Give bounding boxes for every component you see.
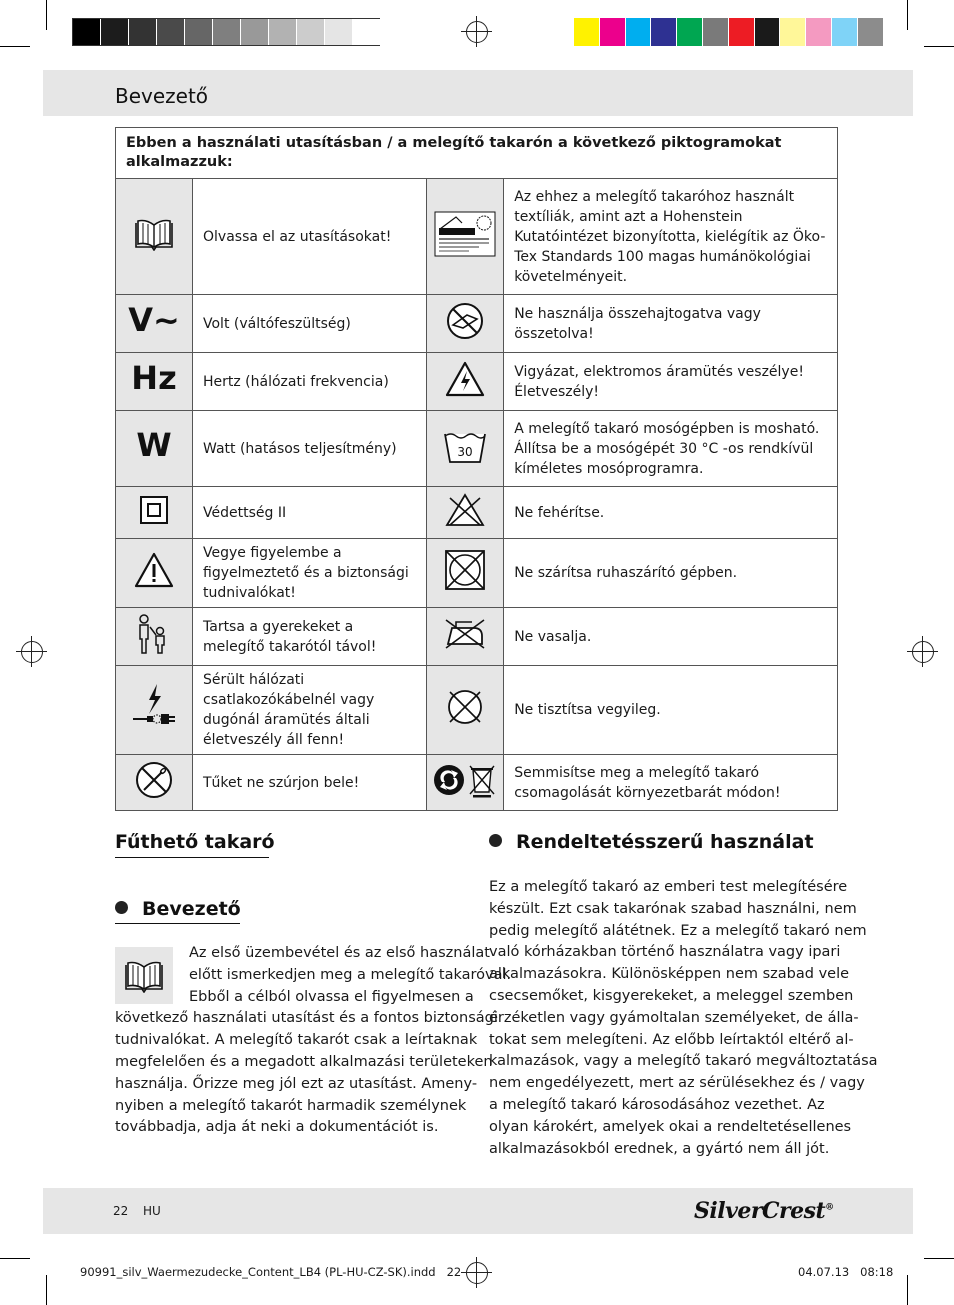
paragraph-line: pedig melegítő alátétnek. Ez a melegítő takaró nem — [489, 922, 867, 939]
bullet-icon — [489, 834, 502, 847]
brand-logo — [694, 1198, 834, 1224]
pictogram-description: Védettség II — [193, 487, 427, 539]
gray-swatch — [297, 19, 325, 45]
crop-mark — [0, 46, 30, 47]
table-row — [116, 411, 838, 487]
bullet-icon — [115, 901, 128, 914]
table-row — [116, 539, 838, 608]
table-row — [116, 295, 838, 353]
pictogram-description: Hertz (hálózati frekvencia) — [193, 353, 427, 411]
no-fold-icon — [427, 295, 504, 353]
table-heading: Ebben a használati utasításban / a melegítő takarón a következő piktogramokat alkalmazzuk: — [116, 128, 838, 179]
crop-mark — [924, 46, 954, 47]
table-row — [116, 666, 838, 755]
registration-mark-icon — [466, 21, 488, 43]
keep-away-children-icon — [116, 608, 193, 666]
gray-swatch — [101, 19, 129, 45]
pictogram-description: Ne használja összehajtogatva vagy összetolva! — [504, 295, 838, 353]
pictogram-description: Volt (váltófeszültség) — [193, 295, 427, 353]
book-icon — [115, 947, 173, 1004]
color-swatch — [832, 18, 858, 46]
wash-temperature: 30 — [457, 444, 473, 459]
gray-swatch — [213, 19, 241, 45]
gray-swatch — [185, 19, 213, 45]
paragraph-line: Az első üzembevétel és az első használat — [189, 945, 490, 961]
wash-30-icon — [427, 411, 504, 487]
section-underline — [115, 857, 269, 858]
color-swatch — [703, 18, 729, 46]
table-row — [116, 755, 838, 811]
hertz-icon — [116, 353, 193, 411]
no-iron-icon — [427, 608, 504, 666]
watt-icon — [116, 411, 193, 487]
subsection-title-introduction — [115, 898, 241, 920]
process-color-bar — [574, 18, 884, 46]
protection-class-2-icon — [116, 487, 193, 539]
color-swatch — [574, 18, 600, 46]
crop-mark — [924, 1258, 954, 1259]
paragraph-line: alkalmazásokra. Különösképpen nem szabad vele — [489, 966, 850, 983]
pictogram-description: Ne fehérítse. — [504, 487, 838, 539]
brand-name: SilverCrest — [694, 1198, 826, 1224]
book-icon — [116, 179, 193, 295]
gray-swatch — [325, 19, 353, 45]
table-row — [116, 353, 838, 411]
pictogram-description: Tűket ne szúrjon bele! — [193, 755, 427, 811]
paragraph-line: megfelelően és a megadott alkalmazási területeken — [115, 1054, 493, 1070]
paragraph-line: tokat sem melegíteni. Az előbb leírtaktól eltérő al- — [489, 1031, 854, 1048]
color-swatch — [626, 18, 652, 46]
no-needles-icon — [116, 755, 193, 811]
gray-swatch — [353, 19, 381, 45]
icon-symbol: Hz — [131, 359, 177, 397]
gray-swatch — [157, 19, 185, 45]
pictogram-description: Ne vasalja. — [504, 608, 838, 666]
subsection-title-text: Bevezető — [142, 898, 241, 920]
pictogram-description: Ne szárítsa ruhaszárító gépben. — [504, 539, 838, 608]
gray-swatch — [129, 19, 157, 45]
crop-mark — [46, 0, 47, 30]
pictogram-table — [115, 127, 838, 811]
paragraph-line: továbbadja, adja át neki a dokumentációt is. — [115, 1119, 439, 1136]
color-swatch — [600, 18, 626, 46]
color-swatch — [755, 18, 781, 46]
registration-mark-icon — [466, 1262, 488, 1284]
no-bleach-icon — [427, 487, 504, 539]
page-number: 22 — [113, 1204, 129, 1218]
paragraph-line: tudnivalókat. A melegítő takarót csak a leírtaknak — [115, 1032, 478, 1049]
crop-mark — [907, 0, 908, 30]
damaged-cable-icon — [116, 666, 193, 755]
grayscale-color-bar — [72, 18, 380, 46]
color-swatch — [729, 18, 755, 46]
pictogram-description: Semmisítse meg a melegítő takaró csomagolását környezetbarát módon! — [504, 755, 838, 811]
paragraph-line: a melegítő takaró károsodásához vezethet. Az — [489, 1097, 825, 1113]
section-title-heated-blanket: Fűthető takaró — [115, 831, 275, 853]
table-row — [116, 608, 838, 666]
table-row — [116, 179, 838, 295]
pictogram-description: Watt (hatásos teljesítmény) — [193, 411, 427, 487]
print-date-time: 04.07.13 08:18 — [798, 1265, 894, 1279]
paragraph-line: Ebből a célból olvassa el figyelmesen a — [189, 988, 474, 1005]
registration-mark-icon — [21, 641, 43, 663]
crop-mark — [46, 1275, 47, 1305]
paragraph-line: előtt ismerkedjen meg a melegítő takaróval. — [189, 966, 512, 983]
volt-ac-icon — [116, 295, 193, 353]
table-row — [116, 487, 838, 539]
gray-swatch — [241, 19, 269, 45]
file-info: 90991_silv_Waermezudecke_Content_LB4 (PL-HU-CZ-SK).indd 22 — [80, 1265, 462, 1279]
crop-mark — [0, 1258, 30, 1259]
pictogram-description: A melegítő takaró mosógépben is mosható. Állítsa be a mosógépét 30 °C -os rendkívül kíméletes mosóprogramra. — [504, 411, 838, 487]
section-title-intended-use — [489, 831, 814, 853]
paragraph-line: csecsemőket, kisgyerekeket, a meleggel szemben — [489, 988, 854, 1004]
no-tumble-dry-icon — [427, 539, 504, 608]
gray-swatch — [269, 19, 297, 45]
paragraph-line: következő használati utasítást és a fontos biztonsági — [115, 1010, 498, 1027]
gray-swatch — [73, 19, 101, 45]
paragraph-line: nem engedélyezett, mert az sérülésekhez és / vagy — [489, 1075, 865, 1092]
icon-symbol: W — [136, 426, 172, 464]
pictogram-description: Vegye figyelembe a figyelmeztető és a biztonsági tudnivalókat! — [193, 539, 427, 608]
warning-triangle-icon — [116, 539, 193, 608]
pictogram-description: Sérült hálózati csatlakozókábelnél vagy dugónál áramütés általi életveszély áll fenn! — [193, 666, 427, 755]
paragraph-line: érzéketlen vagy gyámoltalan személyeket, de álla- — [489, 1009, 859, 1026]
section-title-text: Rendeltetésszerű használat — [516, 831, 814, 853]
page-title: Bevezető — [115, 84, 209, 108]
oeko-tex-label-icon — [427, 179, 504, 295]
color-swatch — [651, 18, 677, 46]
pictogram-description: Olvassa el az utasításokat! — [193, 179, 427, 295]
registration-mark-icon — [912, 641, 934, 663]
color-swatch — [806, 18, 832, 46]
paragraph-line: készült. Ezt csak takarónak szabad használni, nem — [489, 900, 857, 917]
paragraph-line: nyiben a melegítő takarót harmadik személynek — [115, 1097, 467, 1114]
paragraph-line: használja. Őrizze meg jól ezt az utasítást. Ameny- — [115, 1075, 478, 1092]
paragraph-line: való kórházakban történő használatra vagy ipari — [489, 944, 841, 961]
pictogram-description: Tartsa a gyerekeket a melegítő takarótól távol! — [193, 608, 427, 666]
paragraph-line: kalmazások, vagy a melegítő takaró megváltoztatása — [489, 1053, 878, 1070]
paragraph-line: alkalmazásokból erednek, a gyártó nem áll jót. — [489, 1140, 830, 1157]
paragraph-line: olyan károkért, amelyek okai a rendeltetésellenes — [489, 1118, 852, 1135]
color-swatch — [677, 18, 703, 46]
color-swatch — [780, 18, 806, 46]
paragraph-line: Ez a melegítő takaró az emberi test melegítésére — [489, 879, 848, 895]
crop-mark — [907, 1275, 908, 1305]
section-underline — [115, 923, 240, 924]
pictogram-description: Az ehhez a melegítő takaróhoz használt textíliák, amint azt a Hohenstein Kutatóintézet bizonyította, kielégítik az Öko-Tex Standards 100 magas humánökológiai követelményeit. — [504, 179, 838, 295]
registered-mark: ® — [825, 1202, 834, 1213]
pictogram-description: Ne tisztítsa vegyileg. — [504, 666, 838, 755]
color-swatch — [858, 18, 884, 46]
pictogram-description: Vigyázat, elektromos áramütés veszélye! Életveszély! — [504, 353, 838, 411]
no-dry-clean-icon — [427, 666, 504, 755]
icon-symbol: V~ — [128, 301, 180, 339]
recycle-disposal-icon — [427, 755, 504, 811]
electric-shock-warning-icon — [427, 353, 504, 411]
language-code: HU — [143, 1204, 161, 1218]
